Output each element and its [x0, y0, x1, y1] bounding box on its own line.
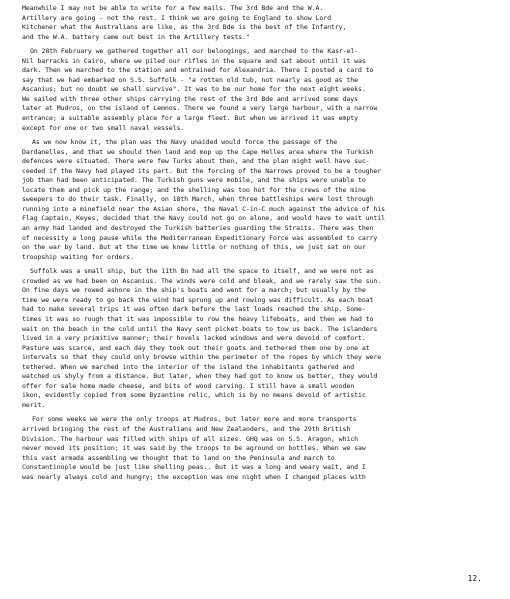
text-line: Pasture was scarce, and each day they took out their goats and tethered them one by one at [22, 343, 370, 352]
text-line: entrance; a suitable assembly place for a large fleet. But when we arrived it was empty [22, 114, 358, 123]
paragraph [22, 4, 496, 42]
text-line: Meanwhile I may not be able to write for a few mails. The 3rd Bde and the W.A. [22, 4, 324, 12]
text-line: locate them and pick up the range; and the shelling was too hot for the crews of the mine [22, 185, 366, 194]
text-line: time we were ready to go back the wind had sprung up and rowing was difficult. As each boat [22, 295, 374, 304]
text-line: Dardanelles, and that we should then land and mop up the Cape Helles area where the Turkish [22, 147, 374, 156]
paragraph [22, 138, 496, 262]
paragraph [22, 47, 496, 133]
text-line: defences were situated. There were few Turks about then, and the plan might well have suc- [22, 157, 370, 166]
text-line: crowded as we had been on Ascanius. The winds were cold and bleak, and we rarely saw the sun. [22, 276, 382, 285]
text-line: Flag Captain, Keyes, decided that the Navy could not go on alone, and would have to wait until [22, 214, 385, 223]
text-line: on the war by land. But at the time we knew little or nothing of this, we just sat on our [22, 243, 366, 252]
text-line: this vast armada assembling we thought that to land on the Peninsula and march to [22, 453, 335, 462]
text-line: of necessity a long pause while the Mediterranean Expeditionary Force was assembled to carry [22, 233, 378, 242]
text-line: running into a minefield near the Asian shore, the Naval C-in-C much against the advice of his [22, 204, 385, 213]
text-line: say that we had embarked on S.S. Suffolk - "a rotten old tub, not nearly as good as the [22, 75, 358, 84]
text-line: On fine days we rowed ashore in the ship's boats and went for a march; but usually by the [22, 286, 366, 295]
text-line: Kitchener what the Australians are like, as the 3rd Bde is the best of the Infantry, [22, 23, 347, 32]
text-line: We sailed with three other ships carrying the rest of the 3rd Bde and arrived some days [22, 94, 358, 103]
text-line: except for one or two small naval vessels. [22, 123, 185, 132]
text-line: Division. The harbour was filled with ships of all sizes. GHQ was on S.S. Aragon, which [22, 434, 358, 443]
text-line: wait on the beach in the cold until the Navy sent picket boats to tow us back. The islanders [22, 324, 378, 333]
text-line: arrived bringing the rest of the Australians and New Zealanders, and the 29th British [22, 424, 351, 433]
text-line: ikon, evidently copied from some Byzantine relic, which is by no means devoid of artistic [22, 391, 366, 400]
text-line: Suffolk was a small ship, but the 11th Bn had all the space to itself, and we were not as [30, 267, 374, 276]
text-line: was nearly always cold and hungry; the exception was one night when I changed places with [22, 472, 366, 481]
body-text [22, 4, 496, 482]
text-line: times it was so rough that it was impossible to row the heavy lifeboats, and then we had to [22, 314, 374, 323]
text-line: intervals so that they could only browse within the perimeter of the ropes by which they were [22, 353, 382, 362]
text-line: Ascanius; but no doubt we shall survive". It was to be our home for the next eight weeks. [22, 85, 366, 94]
text-line: never moved its position; it was said by the troops to be aground on bottles. When we saw [22, 444, 366, 453]
text-line: Nil barracks in Cairo, where we piled our rifles in the square and sat about until it was [22, 56, 366, 65]
text-line: For some weeks we were the only troops at Mudros, but later more and more transports [32, 415, 357, 424]
paragraph [22, 267, 496, 410]
text-line: lived in a very primitive manner; their hovels lacked windows and were devoid of comfort. [22, 334, 366, 343]
text-line: sweepers to do their task. Finally, on 18th March, when three battleships were lost through [22, 195, 374, 204]
text-line: merit. [22, 400, 46, 409]
text-line: tethered. When we marched into the interior of the island the inhabitants gathered and [22, 362, 355, 371]
paragraph [22, 415, 496, 482]
text-line: offer for sale home made cheese, and bits of wood carving. I still have a small wooden [22, 381, 355, 390]
text-line: an army had landed and destroyed the Turkish batteries guarding the Straits. There was then [22, 224, 374, 233]
text-line: troopship waiting for orders. [22, 252, 134, 261]
page-number: 12. [467, 574, 482, 583]
text-line: On 28th February we gathered together all our belongings, and marched to the Kasr-el- [30, 47, 359, 56]
text-line: dark. Then we marched to the station and entrained for Alexandria. There I posted a card to [22, 66, 374, 75]
text-line: ceeded if the Navy had played its part. But the forcing of the Narrows proved to be a tougher [22, 166, 382, 175]
text-line: As we now know it, the plan was the Navy unaided would force the passage of the [32, 138, 338, 147]
text-line: Artillery are going - not the rest. I think we are going to England to show Lord [22, 13, 331, 22]
text-line: had to make several trips it was often dark before the last loads reached the ship. Some- [22, 305, 366, 314]
text-line: and the W.A. battery came out best in the Artillery tests." [22, 32, 250, 41]
text-line: job than had been anticipated. The Turkish guns were mobile, and the ships were unable to [22, 176, 366, 185]
text-line: later at Mudros, on the island of Lemnos. There we found a very large harbour, with a narrow [22, 104, 378, 113]
text-line: Constantinople would be just like shelling peas.. But it was a long and weary wait, and I [22, 463, 366, 472]
text-line: watched us shyly from a distance. But later, when they had got to know us better, they would [22, 372, 378, 381]
